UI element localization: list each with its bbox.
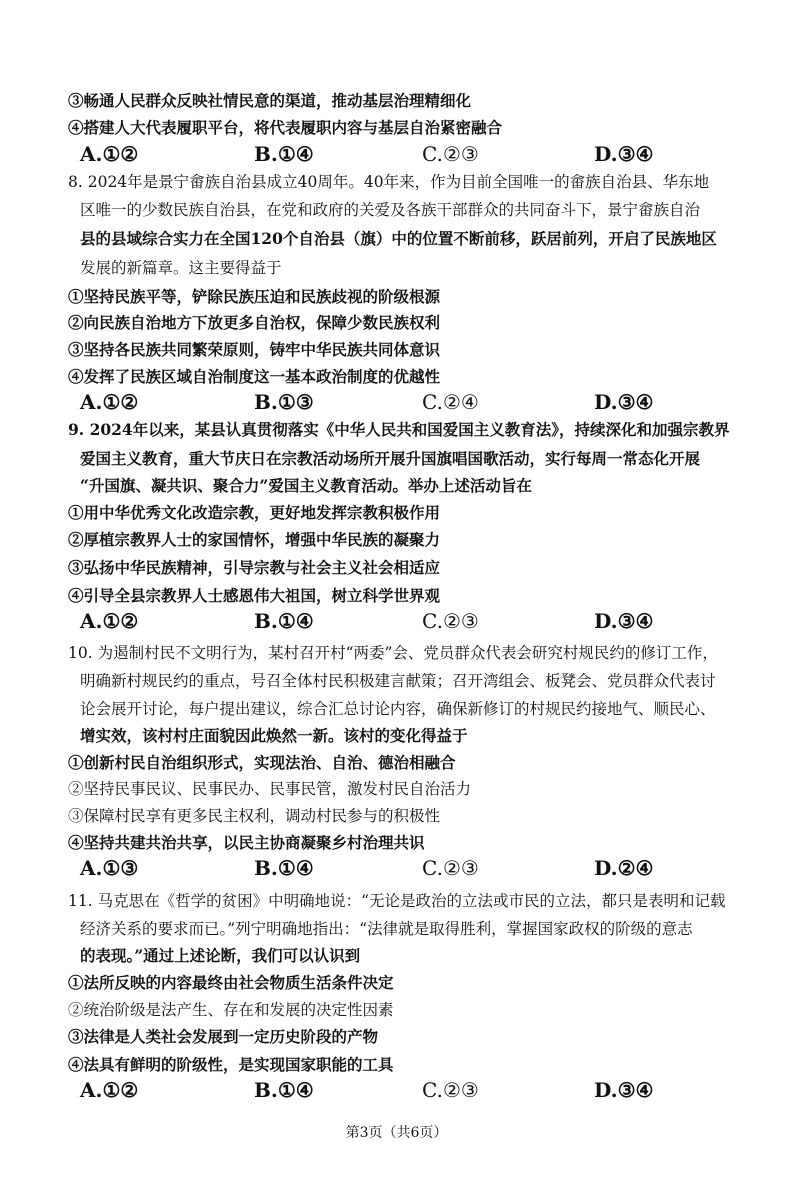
q11-stem-line-2: 经济关系的要求而已。”列宁明确地指出：“法律就是取得胜利，掌握国家政权的阶级的意志 [80,920,693,938]
q10-choices [80,856,680,882]
q10-option-3: ③保障村民享有更多民主权利，调动村民参与的积极性 [68,807,441,825]
q8-choice-b[interactable]: B.①③ [254,390,314,414]
q10-choice-d[interactable]: D.②④ [594,856,654,880]
q10-option-1: ①创新村民自治组织形式，实现法治、自治、德治相融合 [68,753,456,772]
q8-option-4: ④发挥了民族区域自治制度这一基本政治制度的优越性 [68,367,441,386]
q9-choice-d[interactable]: D.③④ [594,609,654,633]
q9-option-1: ①用中华优秀文化改造宗教，更好地发挥宗教积极作用 [68,503,441,522]
q9-choices [80,609,680,635]
q10-choice-c[interactable]: C.②③ [422,856,479,880]
q11-choices [80,1078,680,1104]
q11-option-3: ③法律是人类社会发展到一定历史阶段的产物 [68,1027,379,1046]
q10-choice-b[interactable]: B.①④ [254,856,314,880]
q10-choice-a[interactable]: A.①③ [80,856,139,880]
q7-choice-b[interactable]: B.①④ [254,142,314,166]
q9-choice-c[interactable]: C.②③ [422,609,479,633]
q8-choice-a[interactable]: A.①② [80,390,139,414]
q8-stem-line-2: 区唯一的少数民族自治县，在党和政府的关爱及各族干部群众的共同奋斗下，景宁畲族自治 [80,201,701,219]
q9-stem-line-1: 9. 2024年以来，某县认真贯彻落实《中华人民共和国爱国主义教育法》，持续深化和加强宗教界 [68,420,730,439]
q11-choice-c[interactable]: C.②③ [422,1078,479,1102]
q7-choices [80,142,680,168]
q9-choice-b[interactable]: B.①④ [254,609,314,633]
q9-option-2: ②厚植宗教界人士的家国情怀，增强中华民族的凝聚力 [68,530,441,549]
q8-option-1: ①坚持民族平等，铲除民族压迫和民族歧视的阶级根源 [68,287,441,306]
q8-choice-c[interactable]: C.②④ [422,390,479,414]
q11-option-2: ②统治阶级是法产生、存在和发展的决定性因素 [68,1001,394,1019]
q7-choice-a[interactable]: A.①② [80,142,139,166]
q8-option-2: ②向民族自治地方下放更多自治权，保障少数民族权利 [68,313,441,332]
q11-choice-b[interactable]: B.①④ [254,1078,314,1102]
q8-stem-line-1: 8. 2024年是景宁畲族自治县成立40周年。40年来，作为目前全国唯一的畲族自治县、华东地 [68,173,710,191]
page-number-footer: 第3页（共6页） [345,1125,448,1141]
q7-choice-c[interactable]: C.②③ [422,142,479,166]
q10-stem-line-4: 增实效，该村村庄面貌因此焕然一新。该村的变化得益于 [80,726,468,745]
q7-option-3: ③畅通人民群众反映社情民意的渠道，推动基层治理精细化 [68,91,472,110]
q11-option-4: ④法具有鲜明的阶级性，是实现国家职能的工具 [68,1055,394,1074]
q10-option-4: ④坚持共建共治共享，以民主协商凝聚乡村治理共识 [68,833,425,852]
q10-stem-line-1: 10. 为遏制村民不文明行为，某村召开村“两委”会、党员群众代表会研究村规民约的修订工作， [68,644,718,662]
q8-choices [80,390,680,416]
q9-option-3: ③弘扬中华民族精神，引导宗教与社会主义社会相适应 [68,558,441,577]
q7-choice-d[interactable]: D.③④ [594,142,654,166]
q9-option-4: ④引导全县宗教界人士感恩伟大祖国，树立科学世界观 [68,586,441,605]
q10-option-2: ②坚持民事民议、民事民办、民事民管，激发村民自治活力 [68,780,472,798]
q8-choice-d[interactable]: D.③④ [594,390,654,414]
q11-stem-line-1: 11. 马克思在《哲学的贫困》中明确地说：“无论是政治的立法或市民的立法，都只是表明和记载 [68,892,726,910]
q10-stem-line-3: 论会展开讨论，每户提出建议，综合汇总讨论内容，确保新修订的村规民约接地气、顺民心、 [80,700,716,718]
q9-choice-a[interactable]: A.①② [80,609,139,633]
q11-choice-d[interactable]: D.③④ [594,1078,654,1102]
q10-stem-line-2: 明确新村规民约的重点，号召全体村民积极建言献策；召开湾组会、板凳会、党员群众代表讨 [80,672,716,690]
q9-stem-line-3: “升国旗、凝共识、聚合力”爱国主义教育活动。举办上述活动旨在 [80,476,532,495]
q8-stem-line-3: 县的县域综合实力在全国120个自治县（旗）中的位置不断前移，跃居前列，开启了民族地区 [80,229,717,248]
q11-stem-line-3: 的表现。”通过上述论断，我们可以认识到 [80,946,361,965]
q11-option-1: ①法所反映的内容最终由社会物质生活条件决定 [68,973,394,992]
q11-choice-a[interactable]: A.①② [80,1078,139,1102]
q8-stem-line-4: 发展的新篇章。这主要得益于 [80,259,282,277]
q9-stem-line-2: 爱国主义教育，重大节庆日在宗教活动场所开展升国旗唱国歌活动，实行每周一常态化开展 [80,449,701,468]
q7-option-4: ④搭建人大代表履职平台，将代表履职内容与基层自治紧密融合 [68,118,503,137]
q8-option-3: ③坚持各民族共同繁荣原则，铸牢中华民族共同体意识 [68,340,441,359]
